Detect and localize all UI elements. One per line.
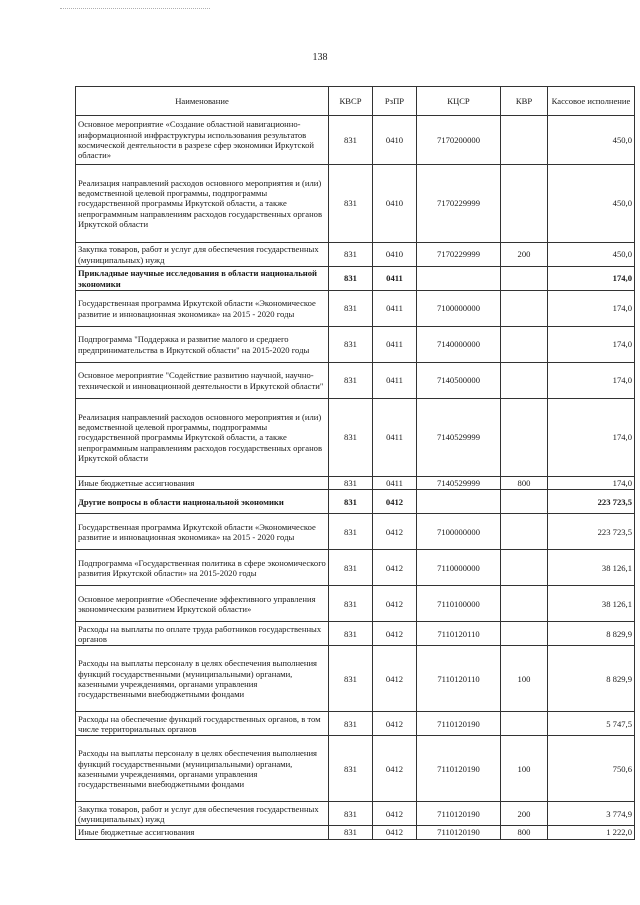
cell-amount: 750,6	[548, 736, 635, 802]
cell-kcsr: 7170200000	[417, 116, 501, 165]
cell-kvr	[501, 267, 548, 291]
cell-kcsr: 7110120190	[417, 712, 501, 736]
cell-amount: 174,0	[548, 291, 635, 327]
cell-amount: 174,0	[548, 477, 635, 490]
cell-rzpr: 0412	[373, 622, 417, 646]
cell-kvr: 200	[501, 802, 548, 826]
table-row	[76, 802, 635, 826]
cell-rzpr: 0412	[373, 490, 417, 514]
cell-kcsr: 7140529999	[417, 399, 501, 477]
cell-amount: 450,0	[548, 165, 635, 243]
cell-kvsr: 831	[329, 116, 373, 165]
header-rzpr: РзПР	[373, 87, 417, 116]
table-row	[76, 477, 635, 490]
cell-rzpr: 0411	[373, 363, 417, 399]
table-row	[76, 646, 635, 712]
cell-kvr	[501, 712, 548, 736]
cell-kcsr: 7110120190	[417, 826, 501, 839]
cell-name: Реализация направлений расходов основного мероприятия и (или) ведомственной целевой программы, подпрограммы государственной программы Иркутской области, а также непрограммным направлениям расходов государственных органов Иркутской области	[76, 399, 329, 477]
cell-kvsr: 831	[329, 514, 373, 550]
cell-kvsr: 831	[329, 802, 373, 826]
table-row	[76, 514, 635, 550]
cell-amount: 5 747,5	[548, 712, 635, 736]
table-header-row	[76, 87, 635, 116]
table-row	[76, 165, 635, 243]
cell-kvsr: 831	[329, 363, 373, 399]
cell-rzpr: 0412	[373, 550, 417, 586]
header-kcsr: КЦСР	[417, 87, 501, 116]
cell-kcsr: 7110120110	[417, 622, 501, 646]
cell-amount: 223 723,5	[548, 514, 635, 550]
table-row	[76, 550, 635, 586]
cell-kvr	[501, 622, 548, 646]
cell-kvsr: 831	[329, 550, 373, 586]
cell-kvr	[501, 550, 548, 586]
cell-name: Основное мероприятие "Содействие развитию научной, научно-технической и инновационной деятельности в Иркутской области"	[76, 363, 329, 399]
cell-kcsr: 7140000000	[417, 327, 501, 363]
cell-kvsr: 831	[329, 490, 373, 514]
table-row	[76, 116, 635, 165]
cell-kvr	[501, 165, 548, 243]
cell-name: Расходы на обеспечение функций государственных органов, в том числе территориальных органов	[76, 712, 329, 736]
cell-rzpr: 0411	[373, 327, 417, 363]
cell-amount: 174,0	[548, 267, 635, 291]
table-row	[76, 363, 635, 399]
cell-kvr	[501, 327, 548, 363]
cell-amount: 174,0	[548, 363, 635, 399]
cell-kvsr: 831	[329, 327, 373, 363]
cell-name: Закупка товаров, работ и услуг для обеспечения государственных (муниципальных) нужд	[76, 802, 329, 826]
cell-name: Государственная программа Иркутской области «Экономическое развитие и инновационная экономика» на 2015 - 2020 годы	[76, 291, 329, 327]
cell-name: Другие вопросы в области национальной экономики	[76, 490, 329, 514]
cell-kvr: 100	[501, 736, 548, 802]
table-row	[76, 586, 635, 622]
table-row	[76, 712, 635, 736]
cell-rzpr: 0412	[373, 736, 417, 802]
cell-kcsr: 7140529999	[417, 477, 501, 490]
cell-name: Прикладные научные исследования в области национальной экономики	[76, 267, 329, 291]
cell-kvsr: 831	[329, 826, 373, 839]
cell-kvsr: 831	[329, 165, 373, 243]
cell-kvsr: 831	[329, 736, 373, 802]
cell-kcsr: 7170229999	[417, 243, 501, 267]
cell-kvr	[501, 514, 548, 550]
cell-amount: 174,0	[548, 327, 635, 363]
cell-name: Основное мероприятие «Обеспечение эффективного управления экономическим развитием Иркутской области»	[76, 586, 329, 622]
cell-name: Государственная программа Иркутской области «Экономическое развитие и инновационная экономика» на 2015 - 2020 годы	[76, 514, 329, 550]
cell-kvr: 100	[501, 646, 548, 712]
cell-rzpr: 0411	[373, 267, 417, 291]
table-row	[76, 622, 635, 646]
cell-kcsr: 7110100000	[417, 586, 501, 622]
cell-amount: 223 723,5	[548, 490, 635, 514]
cell-kcsr: 7110120110	[417, 646, 501, 712]
cell-kvr	[501, 363, 548, 399]
table-row	[76, 736, 635, 802]
cell-kvsr: 831	[329, 291, 373, 327]
cell-kvsr: 831	[329, 622, 373, 646]
cell-name: Основное мероприятие «Создание областной навигационно-информационной инфраструктуры использования результатов космической деятельности в разрезе сфер экономики Иркутской области»	[76, 116, 329, 165]
cell-kvsr: 831	[329, 646, 373, 712]
table-body	[76, 116, 635, 840]
budget-table	[75, 86, 635, 840]
table-row	[76, 327, 635, 363]
cell-kvr	[501, 399, 548, 477]
cell-rzpr: 0410	[373, 165, 417, 243]
cell-rzpr: 0410	[373, 116, 417, 165]
cell-name: Расходы на выплаты персоналу в целях обеспечения выполнения функций государственными (муниципальными) органами, казенными учреждениями, органами управления государственными внебюджетными фондами	[76, 646, 329, 712]
cell-amount: 450,0	[548, 243, 635, 267]
cell-amount: 174,0	[548, 399, 635, 477]
table-row	[76, 267, 635, 291]
cell-kvsr: 831	[329, 477, 373, 490]
cell-rzpr: 0412	[373, 802, 417, 826]
cell-kvsr: 831	[329, 267, 373, 291]
cell-name: Расходы на выплаты по оплате труда работников государственных органов	[76, 622, 329, 646]
page-number: 138	[312, 52, 328, 63]
cell-name: Закупка товаров, работ и услуг для обеспечения государственных (муниципальных) нужд	[76, 243, 329, 267]
cell-kvsr: 831	[329, 243, 373, 267]
cell-kvr	[501, 490, 548, 514]
cell-rzpr: 0411	[373, 399, 417, 477]
cell-name: Иные бюджетные ассигнования	[76, 477, 329, 490]
table-row	[76, 291, 635, 327]
cell-kcsr: 7110120190	[417, 736, 501, 802]
header-name: Наименование	[76, 87, 329, 116]
cell-name: Реализация направлений расходов основного мероприятия и (или) ведомственной целевой программы, подпрограммы государственной программы Иркутской области, а также непрограммным направлениям расходов государственных органов Иркутской области	[76, 165, 329, 243]
table-row	[76, 826, 635, 839]
cell-rzpr: 0412	[373, 826, 417, 839]
cell-rzpr: 0410	[373, 243, 417, 267]
cell-kcsr	[417, 490, 501, 514]
cell-name: Иные бюджетные ассигнования	[76, 826, 329, 839]
cell-amount: 38 126,1	[548, 586, 635, 622]
cell-kvr: 800	[501, 477, 548, 490]
cell-kcsr: 7140500000	[417, 363, 501, 399]
cell-name: Подпрограмма «Государственная политика в сфере экономического развития Иркутской области» на 2015-2020 годы	[76, 550, 329, 586]
table-row	[76, 490, 635, 514]
cell-rzpr: 0412	[373, 586, 417, 622]
scan-artifact	[60, 8, 210, 10]
cell-kvsr: 831	[329, 399, 373, 477]
cell-amount: 8 829,9	[548, 622, 635, 646]
cell-name: Подпрограмма "Поддержка и развитие малого и среднего предпринимательства в Иркутской области" на 2015-2020 годы	[76, 327, 329, 363]
header-kvsr: КВСР	[329, 87, 373, 116]
cell-kcsr: 7110000000	[417, 550, 501, 586]
cell-kcsr: 7110120190	[417, 802, 501, 826]
cell-rzpr: 0412	[373, 514, 417, 550]
cell-amount: 3 774,9	[548, 802, 635, 826]
header-amount: Кассовое исполнение	[548, 87, 635, 116]
cell-amount: 8 829,9	[548, 646, 635, 712]
cell-kvsr: 831	[329, 712, 373, 736]
cell-name: Расходы на выплаты персоналу в целях обеспечения выполнения функций государственными (муниципальными) органами, казенными учреждениями, органами управления государственными внебюджетными фондами	[76, 736, 329, 802]
cell-kvr	[501, 291, 548, 327]
table-row	[76, 399, 635, 477]
cell-kvr: 200	[501, 243, 548, 267]
cell-amount: 450,0	[548, 116, 635, 165]
cell-kvr	[501, 586, 548, 622]
cell-rzpr: 0411	[373, 291, 417, 327]
cell-kvsr: 831	[329, 586, 373, 622]
cell-rzpr: 0412	[373, 712, 417, 736]
cell-kvr	[501, 116, 548, 165]
cell-amount: 38 126,1	[548, 550, 635, 586]
header-kvr: КВР	[501, 87, 548, 116]
cell-kcsr: 7100000000	[417, 291, 501, 327]
cell-kcsr: 7170229999	[417, 165, 501, 243]
cell-rzpr: 0411	[373, 477, 417, 490]
cell-kcsr	[417, 267, 501, 291]
cell-amount: 1 222,0	[548, 826, 635, 839]
cell-rzpr: 0412	[373, 646, 417, 712]
cell-kvr: 800	[501, 826, 548, 839]
table-row	[76, 243, 635, 267]
cell-kcsr: 7100000000	[417, 514, 501, 550]
